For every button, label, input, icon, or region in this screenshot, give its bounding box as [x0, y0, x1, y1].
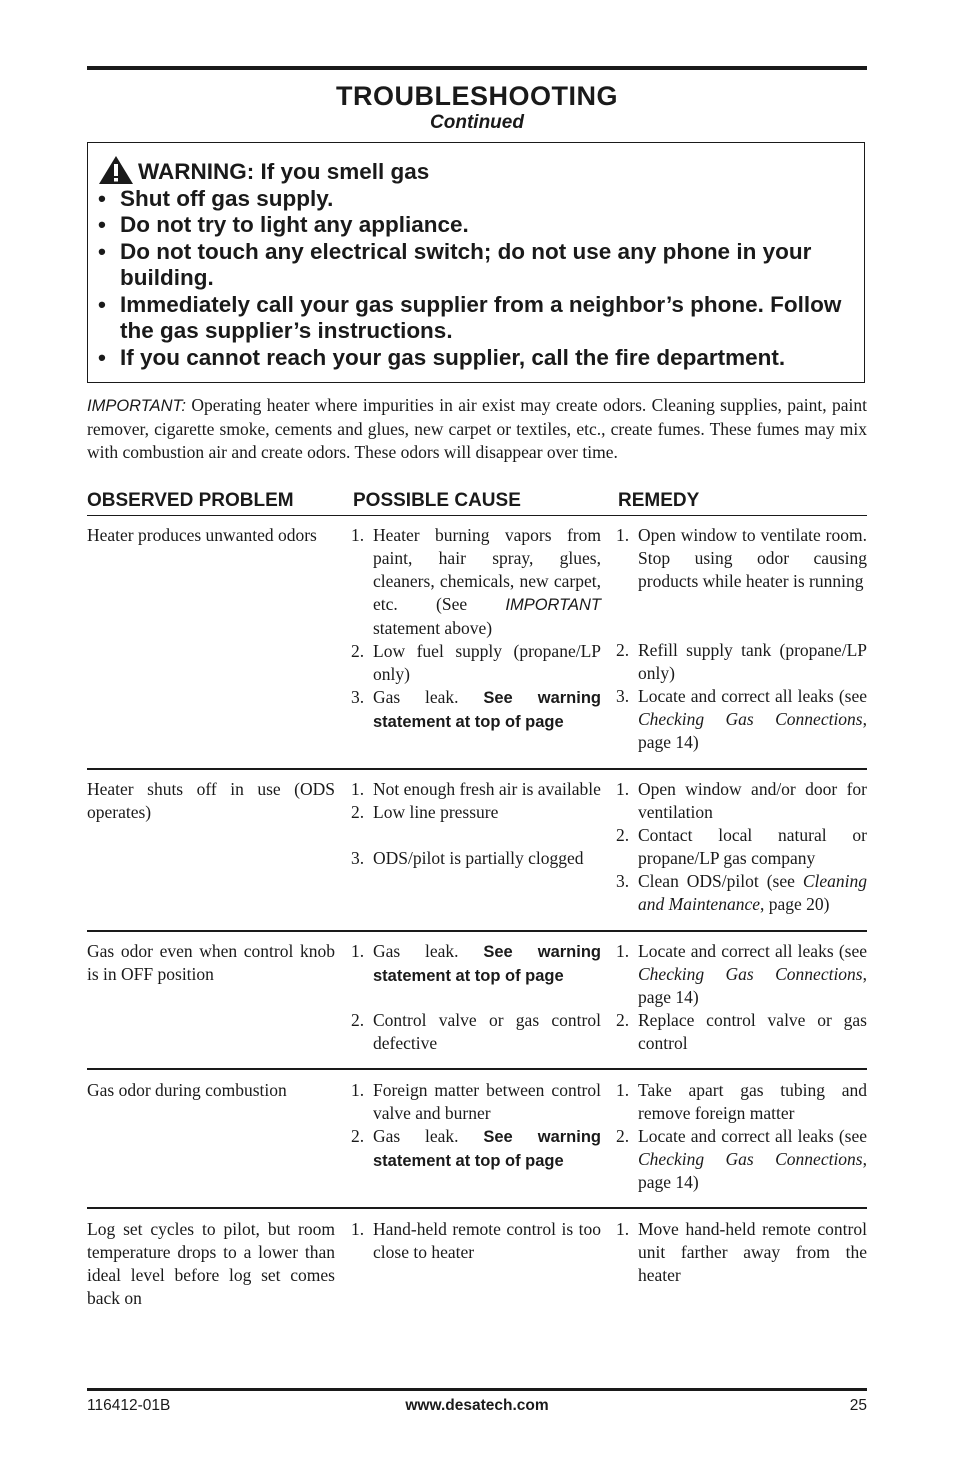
row-divider	[87, 1207, 867, 1209]
header-remedy: REMEDY	[618, 490, 700, 511]
cause-item: 2. Gas leak. See warning statement at top of page	[351, 1126, 601, 1170]
problem-cell: Gas odor even when control knob is in OFF position	[87, 941, 335, 984]
important-label: IMPORTANT:	[87, 397, 186, 415]
cause-cell	[351, 524, 601, 734]
warning-triangle-icon	[98, 155, 134, 185]
row-divider	[87, 930, 867, 932]
page-title: TROUBLESHOOTING	[336, 81, 618, 111]
remedy-item: 2. Contact local natural or propane/LP gas company	[616, 825, 867, 868]
cause-item: 1. Foreign matter between control valve and burner	[351, 1080, 601, 1123]
page-number: 25	[849, 1397, 867, 1414]
cause-item: 1. Gas leak. See warning statement at top of page	[351, 941, 601, 985]
cause-item: 2. Low line pressure	[351, 802, 499, 822]
remedy-item: 1. Open window and/or door for ventilation	[616, 779, 867, 822]
cause-item: 1. Hand-held remote control is too close to heater	[351, 1219, 601, 1262]
cause-cell	[351, 1218, 601, 1264]
remedy-item: 1. Open window to ventilate room. Stop using odor causing products while heater is running	[616, 525, 867, 591]
cause-item: 2. Control valve or gas control defective	[351, 1010, 601, 1053]
footer-rule	[87, 1388, 867, 1391]
remedy-item: 2. Replace control valve or gas control	[616, 1010, 867, 1053]
remedy-item: 2. Refill supply tank (propane/LP only)	[616, 640, 867, 683]
header-observed-problem: OBSERVED PROBLEM	[87, 490, 294, 511]
warning-item: • Do not touch any electrical switch; do not use any phone in your building.	[98, 238, 812, 290]
remedy-item: 3. Locate and correct all leaks (see Checking Gas Connections, page 14)	[616, 686, 867, 752]
cause-item: 3. ODS/pilot is partially clogged	[351, 848, 584, 868]
row-divider	[87, 768, 867, 770]
cause-cell	[351, 1079, 601, 1173]
remedy-cell	[616, 1218, 867, 1287]
cause-cell	[351, 940, 601, 1055]
cause-item: 1. Heater burning vapors from paint, hair spray, glues, cleaners, chemicals, new carpet, etc. (See IMPORTANT statement above)	[351, 525, 601, 638]
cause-cell	[351, 778, 601, 870]
warning-box	[87, 142, 865, 383]
important-note	[87, 394, 867, 464]
important-text: Operating heater where impurities in air exist may create odors. Cleaning supplies, paint, paint remover, cigarette smoke, cements and glues, new carpet or textiles, etc., create fumes. These fumes may mix with combustion air and create odors. These odors will disappear over time.	[87, 395, 867, 462]
remedy-item: 1. Move hand-held remote control unit farther away from the heater	[616, 1219, 867, 1285]
top-rule	[87, 66, 867, 70]
warning-item: • Shut off gas supply.	[98, 185, 334, 211]
warning-item: • If you cannot reach your gas supplier, call the fire department.	[98, 344, 786, 370]
header-rule	[87, 515, 867, 516]
warning-item: • Immediately call your gas supplier from a neighbor’s phone. Follow the gas supplier’s instructions.	[98, 291, 842, 343]
remedy-item: 3. Clean ODS/pilot (see Cleaning and Maintenance, page 20)	[616, 871, 867, 914]
document-number: 116412-01B	[87, 1397, 171, 1414]
row-divider	[87, 1068, 867, 1070]
warning-heading	[98, 159, 856, 186]
cause-item: 1. Not enough fresh air is available	[351, 779, 601, 799]
website-link[interactable]: www.desatech.com	[405, 1397, 549, 1414]
problem-cell: Heater produces unwanted odors	[87, 525, 317, 545]
warning-list	[98, 186, 856, 372]
remedy-item: 1. Locate and correct all leaks (see Checking Gas Connections, page 14)	[616, 941, 867, 1007]
remedy-cell	[616, 778, 867, 916]
page-subtitle: Continued	[430, 112, 524, 133]
problem-cell: Log set cycles to pilot, but room temperature drops to a lower than ideal level before log set comes back on	[87, 1219, 335, 1308]
remedy-cell	[616, 524, 867, 754]
cause-item: 2. Low fuel supply (propane/LP only)	[351, 641, 601, 684]
warning-title: WARNING: If you smell gas	[138, 159, 430, 184]
problem-cell: Gas odor during combustion	[87, 1080, 287, 1100]
remedy-cell	[616, 1079, 867, 1194]
remedy-cell	[616, 940, 867, 1055]
warning-item: • Do not try to light any appliance.	[98, 212, 469, 237]
remedy-item: 2. Locate and correct all leaks (see Checking Gas Connections, page 14)	[616, 1126, 867, 1192]
cause-item: 3. Gas leak. See warning statement at top of page	[351, 687, 601, 731]
remedy-item: 1. Take apart gas tubing and remove foreign matter	[616, 1080, 867, 1123]
page-heading	[87, 80, 867, 134]
problem-cell: Heater shuts off in use (ODS operates)	[87, 779, 335, 822]
header-possible-cause: POSSIBLE CAUSE	[353, 490, 521, 511]
